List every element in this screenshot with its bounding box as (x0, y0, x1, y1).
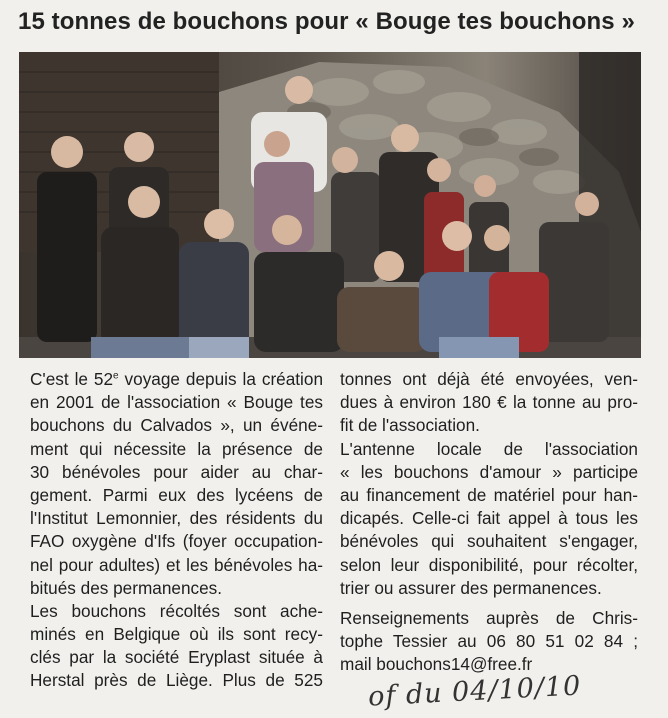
article-line: selon leur disponibilité, pour récolter, (340, 554, 638, 575)
article-line: clés par la société Eryplast située à (30, 647, 323, 668)
article-line: minés en Belgique où ils sont recy- (30, 624, 323, 645)
group-photo (19, 52, 641, 358)
article-line: l'Institut Lemonnier, des résidents du (30, 508, 323, 529)
group-photo-illustration (19, 52, 641, 358)
article-line: bitués des permanences. (30, 577, 223, 598)
article-line: C'est le 52e voyage depuis la création (30, 369, 323, 389)
article-line: dues à environ 180 € la tonne au pro- (340, 392, 638, 413)
article-line: FAO oxygène d'Ifs (foyer occupation- (30, 531, 323, 552)
article-line: Herstal près de Liège. Plus de 525 (30, 670, 323, 691)
article-line: « les bouchons d'amour » participe (340, 461, 638, 482)
article-column-left (30, 368, 323, 693)
article-line: en 2001 de l'association « Bouge tes (30, 392, 323, 413)
article-line: Renseignements auprès de Chris- (340, 607, 638, 628)
article-line: nel pour adultes) et les bénévoles ha- (30, 554, 323, 575)
article-line: tonnes ont déjà été envoyées, ven- (340, 369, 638, 389)
article-line: bénévoles qui souhaitent s'engager, (340, 531, 638, 552)
article-line: trier ou assurer des permanences. (340, 577, 602, 598)
article-line: bouchons du Calvados », un événe- (30, 415, 323, 436)
article-line: 30 bénévoles pour aider au char- (30, 461, 323, 482)
article-line: gement. Parmi eux des lycéens de (30, 484, 323, 505)
article-line: fit de l'association. (340, 415, 480, 436)
article-line: dicapés. Celle-ci fait appel à tous les (340, 508, 638, 529)
article-line: L'antenne locale de l'association (340, 438, 638, 459)
handwritten-date-note: of du 04/10/10 (367, 670, 583, 713)
article-line: ment qui nécessite la présence de (30, 438, 323, 459)
headline: 15 tonnes de bouchons pour « Bouge tes bouchons » (18, 8, 635, 35)
article-line: au financement de matériel pour han- (340, 484, 638, 505)
article-line: Les bouchons récoltés sont ache- (30, 600, 323, 621)
article-column-right (340, 368, 638, 676)
article-line: mail bouchons14@free.fr (340, 654, 533, 675)
article-line: tophe Tessier au 06 80 51 02 84 ; (340, 631, 638, 652)
